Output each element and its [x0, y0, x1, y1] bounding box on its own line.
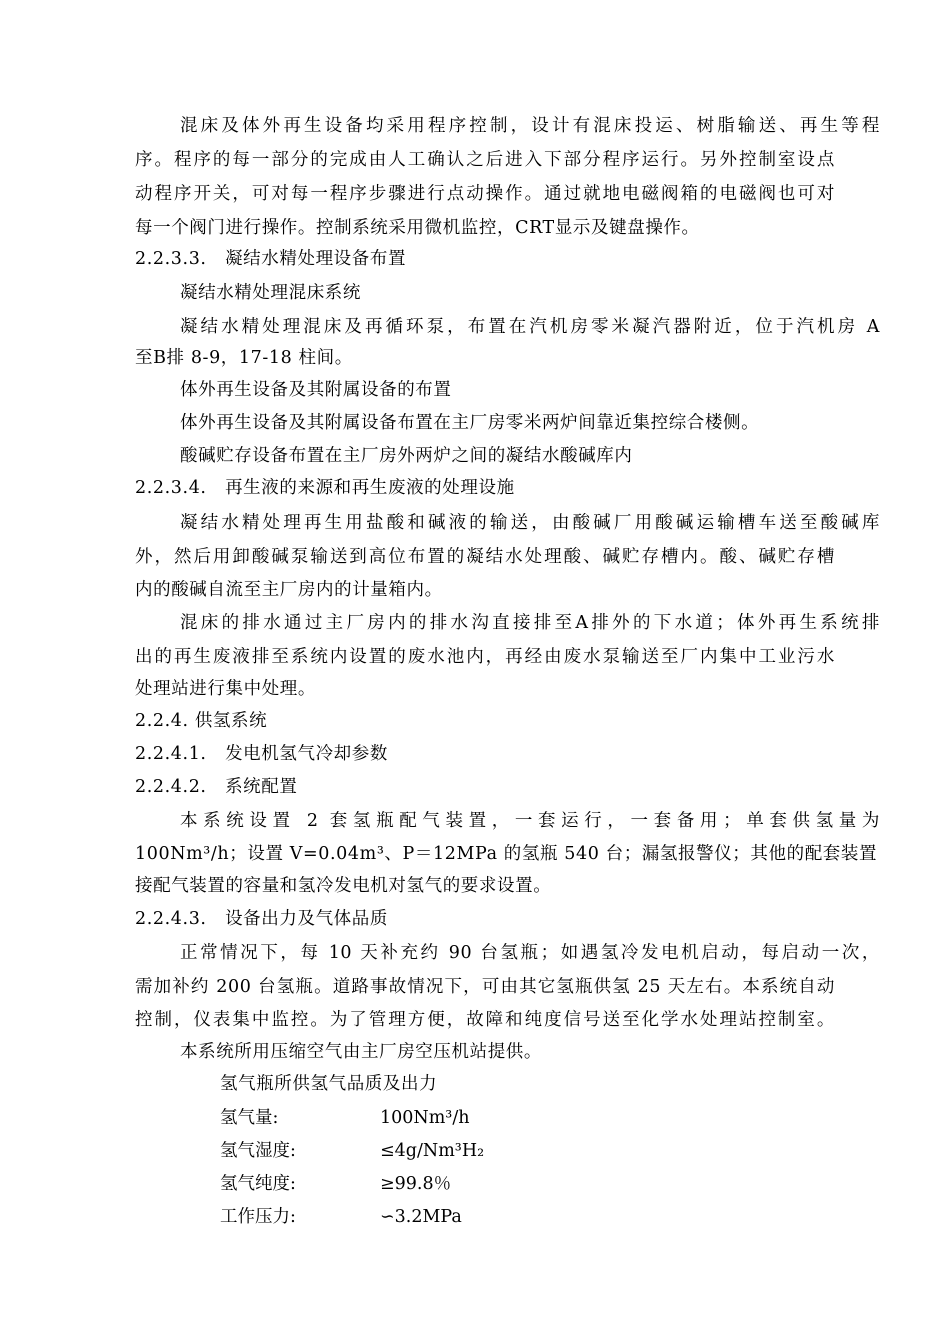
paragraph-line: 控制，仪表集中监控。为了管理方便，故障和纯度信号送至化学水处理站控制室。	[135, 1010, 835, 1030]
section-heading: 2.2.4.1. 发电机氢气冷却参数	[135, 744, 388, 764]
spec-key: 氢气湿度:	[220, 1141, 296, 1161]
paragraph-line: 凝结水精处理混床及再循环泵，布置在汽机房零米凝汽器附近，位于汽机房 A	[180, 317, 880, 337]
paragraph-line: 出的再生废液排至系统内设置的废水池内，再经由废水泵输送至厂内集中工业污水	[135, 647, 835, 667]
section-heading: 2.2.4.3. 设备出力及气体品质	[135, 909, 388, 929]
spec-key: 氢气纯度:	[220, 1174, 296, 1194]
paragraph-line: 外，然后用卸酸碱泵输送到高位布置的凝结水处理酸、碱贮存槽内。酸、碱贮存槽	[135, 547, 835, 567]
spec-key: 氢气量:	[220, 1108, 279, 1128]
section-heading: 2.2.4. 供氢系统	[135, 711, 268, 731]
paragraph-line: 动程序开关，可对每一程序步骤进行点动操作。通过就地电磁阀箱的电磁阀也可对	[135, 184, 835, 204]
paragraph-line: 混床的排水通过主厂房内的排水沟直接排至A排外的下水道；体外再生系统排	[180, 613, 880, 633]
paragraph-line: 100Nm³/h；设置 V=0.04m³、P＝12MPa 的氢瓶 540 台；漏氢报警仪；其他的配套装置	[135, 844, 878, 864]
spec-value: ∽3.2MPa	[380, 1207, 462, 1227]
subheading: 体外再生设备及其附属设备的布置	[180, 380, 452, 400]
section-heading: 2.2.3.4. 再生液的来源和再生废液的处理设施	[135, 478, 515, 498]
spec-value: ≤4g/Nm³H₂	[380, 1141, 485, 1161]
paragraph-line: 每一个阀门进行操作。控制系统采用微机监控，CRT显示及键盘操作。	[135, 218, 700, 238]
paragraph-line: 本系统设置 2 套氢瓶配气装置，一套运行，一套备用；单套供氢量为	[180, 811, 880, 831]
section-heading: 2.2.3.3. 凝结水精处理设备布置	[135, 249, 407, 269]
paragraph-line: 本系统所用压缩空气由主厂房空压机站提供。	[180, 1042, 542, 1062]
paragraph-line: 凝结水精处理再生用盐酸和碱液的输送，由酸碱厂用酸碱运输槽车送至酸碱库	[180, 513, 880, 533]
paragraph-line: 内的酸碱自流至主厂房内的计量箱内。	[135, 580, 443, 600]
paragraph-line: 酸碱贮存设备布置在主厂房外两炉之间的凝结水酸碱库内	[180, 446, 633, 466]
spec-table-title: 氢气瓶所供氢气品质及出力	[220, 1074, 438, 1094]
section-heading: 2.2.4.2. 系统配置	[135, 777, 298, 797]
spec-value: 100Nm³/h	[380, 1108, 470, 1128]
paragraph-line: 正常情况下，每 10 天补充约 90 台氢瓶；如遇氢冷发电机启动，每启动一次，	[180, 943, 880, 963]
paragraph-line: 序。程序的每一部分的完成由人工确认之后进入下部分程序运行。另外控制室设点	[135, 150, 835, 170]
subheading: 凝结水精处理混床系统	[180, 283, 361, 303]
spec-key: 工作压力:	[220, 1207, 296, 1227]
paragraph-line: 接配气装置的容量和氢冷发电机对氢气的要求设置。	[135, 876, 552, 896]
paragraph-line: 混床及体外再生设备均采用程序控制，设计有混床投运、树脂输送、再生等程	[180, 116, 880, 136]
paragraph-line: 需加补约 200 台氢瓶。道路事故情况下，可由其它氢瓶供氢 25 天左右。本系统自动	[135, 977, 835, 997]
spec-value: ≥99.8％	[380, 1174, 452, 1194]
paragraph-line: 处理站进行集中处理。	[135, 679, 316, 699]
paragraph-line: 体外再生设备及其附属设备布置在主厂房零米两炉间靠近集控综合楼侧。	[180, 413, 760, 433]
paragraph-line: 至B排 8-9，17-18 柱间。	[135, 348, 353, 368]
